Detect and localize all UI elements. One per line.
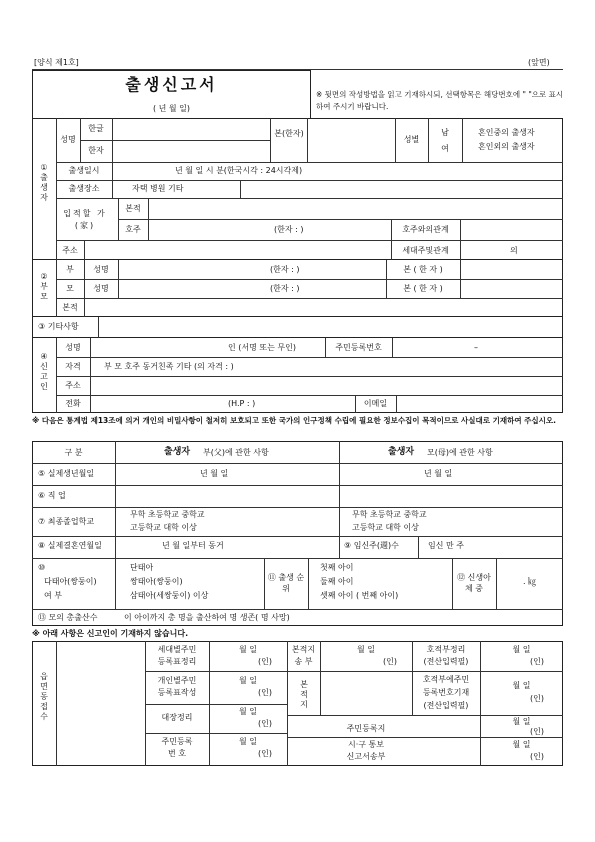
office-a1: 세대별주민	[157, 645, 197, 654]
total-births-label: ⑬ 모의 총출산수	[38, 613, 98, 622]
office-j-md[interactable]: 월 일	[512, 740, 531, 749]
other-matters-input[interactable]	[99, 318, 562, 337]
father-education-row1[interactable]: 무학 초등학교 중학교	[130, 510, 205, 519]
office-j-seal[interactable]: (인)	[530, 752, 544, 761]
newborn-weight-label: ⑫ 신생아 체 중	[457, 573, 491, 593]
office-j1: 시·구 통보	[348, 740, 384, 749]
stats-division-header: 구 분	[64, 448, 83, 457]
multiple-birth-num: ⑩	[38, 563, 46, 572]
birth-address-label: 주소	[62, 246, 78, 255]
cohabitation-since[interactable]: 년 월 일부터 동거	[162, 541, 224, 550]
birth-place-options[interactable]: 자택 병원 기타	[132, 184, 184, 193]
office-d-md[interactable]: 월 일	[239, 737, 257, 746]
householder-ui: 의	[510, 246, 518, 255]
register-bonjeok-input[interactable]	[149, 199, 562, 218]
office-h1: 호적부에주민	[422, 675, 470, 684]
instruction-text: ※ 뒷면의 작성방법을 읽고 기재하시되, 선택항목은 해당번호에 " "으로 표시하여 주시기 바랍니다.	[316, 90, 564, 111]
twins-option[interactable]: 쌍태아(쌍둥이)	[130, 577, 183, 586]
reporter-address-label: 주소	[65, 381, 81, 390]
form-label: [양식 제1호]	[34, 58, 79, 67]
office-d1: 주민등록	[161, 737, 193, 746]
office-c-md[interactable]: 월 일	[239, 707, 257, 716]
father-label: 부	[66, 265, 74, 274]
real-birthdate-label: ⑤ 실제생년월일	[38, 469, 95, 478]
mother-bon-label: 본 ( 한 자 )	[403, 284, 443, 293]
office-g-seal[interactable]: (인)	[530, 657, 544, 666]
statistics-frame	[32, 441, 563, 626]
office-e-md[interactable]: 월 일	[357, 645, 375, 654]
father-education-row2[interactable]: 고등학교 대학 이상	[130, 523, 197, 532]
register-label: 입적할 가(家)	[63, 209, 107, 230]
office-a2: 등록표정리	[157, 657, 197, 666]
birth-place-label: 출생장소	[68, 184, 100, 193]
mother-stats-head: 출생자	[388, 447, 415, 457]
register-hoju-label: 호주	[125, 225, 141, 234]
office-h3: (전산입력필)	[423, 701, 469, 710]
mother-education-row2[interactable]: 고등학교 대학 이상	[352, 523, 419, 532]
office-g2: (전산입력필)	[423, 657, 469, 666]
nth-child-option[interactable]: 셋째 아이 ( 번째 아이)	[320, 591, 399, 600]
office-d2: 번 호	[168, 749, 186, 758]
birth-sex-label: 성별	[403, 135, 420, 144]
birth-bon-input[interactable]	[308, 119, 394, 161]
mother-birthdate[interactable]: 년 월 일	[424, 469, 453, 478]
mother-name-label: 성명	[93, 284, 109, 293]
office-g-md[interactable]: 월 일	[512, 645, 531, 654]
office-receipt-label: 읍면동접수	[40, 672, 48, 721]
office-c-seal[interactable]: (인)	[258, 719, 272, 728]
birth-bon-label: 본(한자)	[274, 129, 304, 138]
reporter-qualification-label: 자격	[65, 362, 81, 371]
section-birth-label: ①출생자	[40, 163, 48, 202]
birth-order-label: ⑪ 출생 순위	[267, 573, 305, 593]
triplets-option[interactable]: 삼태아(세쌍둥이) 이상	[130, 591, 209, 600]
mother-education-row1[interactable]: 무학 초등학교 중학교	[352, 510, 427, 519]
office-i-md[interactable]: 월 일	[512, 717, 531, 726]
birth-address-input[interactable]	[85, 241, 390, 259]
householder-relation-label: 세대주및관계	[402, 246, 449, 255]
birth-place-detail-input[interactable]	[241, 181, 562, 197]
birth-datetime-label: 출생일시	[68, 166, 100, 175]
mother-hanja[interactable]: (한자 : )	[270, 284, 300, 293]
mother-occupation-input[interactable]	[340, 486, 562, 506]
father-bon-input[interactable]	[461, 261, 562, 278]
office-b-md[interactable]: 월 일	[239, 676, 257, 685]
sex-female-option[interactable]: 여	[441, 144, 449, 153]
section-other-label: ③ 기타사항	[38, 322, 79, 331]
occupation-label: ⑥ 직 업	[38, 491, 66, 500]
mother-label: 모	[66, 284, 74, 293]
office-f: 본적지	[300, 680, 308, 709]
page-side: (앞면)	[528, 58, 550, 67]
birth-hanja-label: 한자	[88, 146, 104, 155]
father-bon-label: 본 ( 한 자 )	[403, 265, 443, 274]
pregnancy-weeks[interactable]: 임신 만 주	[428, 541, 464, 550]
out-marriage-option[interactable]: 혼인외의 출생자	[478, 142, 535, 151]
office-b-seal[interactable]: (인)	[258, 688, 272, 697]
hoju-relation-label: 호주와의관계	[402, 225, 449, 234]
reporter-id-label: 주민등록번호	[335, 343, 382, 352]
reporter-seal[interactable]: 인 (서명 또는 무인)	[228, 343, 296, 352]
father-stats-head: 출생자	[164, 447, 191, 457]
register-bonjeok-label: 본적	[125, 204, 141, 213]
parents-bonjeok-label: 본적	[62, 303, 78, 312]
reporter-id-dash: –	[474, 343, 478, 352]
birth-hangul-input[interactable]	[113, 119, 269, 139]
office-g1: 호적부정리	[426, 645, 466, 654]
office-b1: 개인별주민	[157, 676, 197, 685]
in-marriage-option[interactable]: 혼인중의 출생자	[478, 128, 535, 137]
father-birthdate[interactable]: 년 월 일	[200, 469, 229, 478]
multiple-birth-label: 다태아(쌍둥이)	[44, 577, 97, 586]
office-notice: ※ 아래 사항은 신고인이 기재하지 않습니다.	[32, 629, 189, 638]
birth-hanja-input[interactable]	[113, 141, 269, 161]
multiple-birth-label-2: 여 부	[44, 591, 62, 600]
reporter-phone-label: 전화	[65, 399, 81, 408]
reporter-address-input[interactable]	[91, 377, 562, 394]
register-hoju-hanja[interactable]: (한자 : )	[274, 225, 304, 234]
reporter-email-input[interactable]	[397, 396, 562, 412]
single-birth-option[interactable]: 단태아	[130, 563, 154, 572]
reporter-hp[interactable]: (H.P : )	[228, 399, 256, 408]
office-e1: 본적지	[291, 645, 316, 654]
form-title: 출생신고서	[125, 75, 218, 94]
office-j2: 신고서송부	[346, 752, 386, 761]
office-e-seal[interactable]: (인)	[383, 657, 397, 666]
father-occupation-input[interactable]	[116, 486, 338, 506]
reporter-name-label: 성명	[65, 343, 81, 352]
marriage-date-label: ⑧ 실제결혼연월일	[38, 541, 102, 550]
pregnancy-weeks-label: ⑨ 임신주(週)수	[344, 541, 399, 550]
office-c: 대장정리	[161, 713, 193, 722]
office-a-seal[interactable]: (인)	[258, 657, 272, 666]
father-stats-sub: 부(父)에 관한 사항	[203, 448, 269, 457]
total-births[interactable]: 이 아이까지 총 명을 출산하여 명 생존( 명 사망)	[124, 613, 290, 622]
section-reporter-label: ④신고인	[40, 352, 48, 391]
mother-stats-sub: 모(母)에 관한 사항	[427, 448, 493, 457]
office-i-seal[interactable]: (인)	[530, 727, 544, 736]
office-a-md[interactable]: 월 일	[239, 645, 257, 654]
birth-datetime-input[interactable]: 년 월 일 시 분(한국시각 : 24시각제)	[175, 166, 303, 175]
reporter-qualification-options[interactable]: 부 모 호주 동거친족 기타 (의 자격 : )	[104, 362, 234, 371]
birth-name-label: 성명	[60, 135, 76, 144]
office-h-seal[interactable]: (인)	[530, 694, 544, 703]
education-label: ⑦ 최종졸업학교	[38, 517, 95, 526]
father-hanja[interactable]: (한자 : )	[270, 265, 300, 274]
birth-hangul-label: 한글	[88, 124, 104, 133]
sex-male-option[interactable]: 남	[441, 128, 449, 137]
mother-bon-input[interactable]	[461, 280, 562, 297]
office-b2: 등록표작성	[157, 688, 197, 697]
first-child-option[interactable]: 첫째 아이	[320, 563, 354, 572]
office-i: 주민등록지	[346, 724, 386, 733]
submission-date: ( 년 월 일)	[152, 104, 191, 113]
section-parents-label: ②부모	[40, 272, 48, 301]
office-d-seal[interactable]: (인)	[258, 749, 272, 758]
office-e2: 송 부	[294, 657, 313, 666]
reporter-email-label: 이메일	[363, 399, 388, 408]
second-child-option[interactable]: 둘째 아이	[320, 577, 354, 586]
statistics-notice: ※ 다음은 통계법 제13조에 의거 개인의 비밀사항이 철저히 보호되고 또한 국가의 인구정책 수립에 필요한 정보수집이 목적이므로 사실대로 기재하여 주십시오.	[32, 416, 557, 425]
office-h2: 등록번호기재	[422, 688, 470, 697]
parents-bonjeok-input[interactable]	[85, 299, 562, 316]
newborn-weight[interactable]: . ㎏	[522, 577, 537, 586]
office-h-md[interactable]: 월 일	[512, 681, 531, 690]
father-name-label: 성명	[93, 265, 109, 274]
